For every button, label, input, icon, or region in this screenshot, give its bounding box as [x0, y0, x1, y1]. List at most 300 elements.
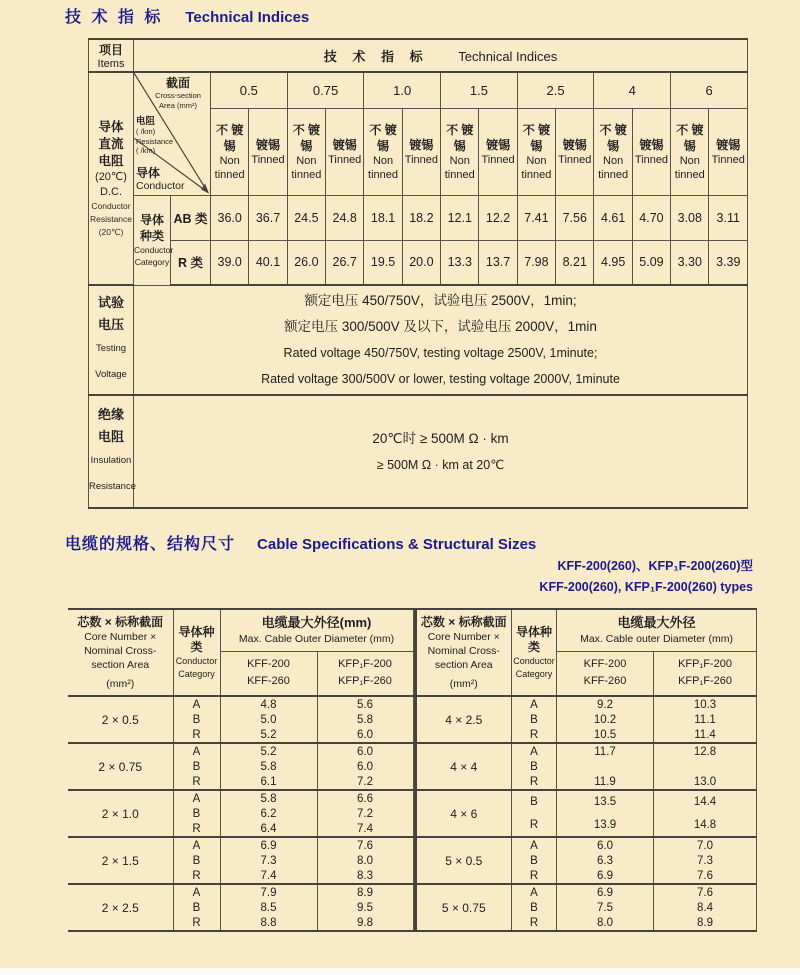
category-letter: B [530, 854, 538, 867]
category-letter: R [529, 869, 539, 882]
core-size-cell: 2 × 1.0 [68, 790, 173, 837]
resistance-value-cell: 36.0 [211, 195, 249, 240]
diameter-value: 9.5 [357, 901, 373, 914]
model-line: KFF-200 [247, 658, 290, 671]
core-header-line: Nominal Cross- [427, 645, 500, 657]
category-letter: A [192, 792, 201, 805]
resistance-value-cell: 3.08 [671, 195, 709, 240]
kpf-diameter-cell [317, 790, 413, 837]
non-tinned-line: 不 镀 [446, 122, 474, 137]
diameter-value: 6.1 [260, 775, 277, 788]
category-letter: A [530, 886, 538, 899]
kff-diameter-cell [557, 696, 654, 743]
insulation-resistance-content [134, 395, 748, 508]
value-stack [557, 838, 653, 883]
non-tinned-line: 不 镀 [599, 122, 627, 137]
testing-voltage-row [89, 285, 748, 395]
resistance-value-cell: 26.0 [287, 240, 325, 285]
kff-diameter-cell [557, 837, 654, 884]
diameter-value: 7.4 [357, 822, 373, 835]
value-stack [318, 838, 413, 883]
category-letter: A [530, 745, 538, 758]
value-stack [654, 885, 756, 930]
non-tinned-line: Non [449, 154, 470, 167]
category-letters-cell [173, 790, 220, 837]
non-tinned-line: Non [603, 154, 624, 167]
rowlabel-line: Conductor [91, 200, 131, 211]
kpf-diameter-cell [654, 743, 757, 790]
category-letters-cell [512, 696, 557, 743]
rowlabel-line: 电阻 [98, 153, 124, 168]
value-stack [174, 885, 220, 930]
category-letter: R [192, 869, 201, 882]
kff-diameter-cell [220, 696, 317, 743]
tinned-header [402, 108, 440, 195]
diag-sec-en2: Area (mm²) [159, 101, 197, 110]
diameter-value: 13.9 [593, 818, 617, 831]
cat-header-line: Conductor [175, 655, 218, 666]
non-tinned-line: tinned [674, 168, 705, 181]
tv-line: 额定电压 300/500V 及以下，试验电压 2000V，1min [284, 319, 597, 334]
non-tinned-line: tinned [368, 168, 399, 181]
value-stack [512, 744, 556, 789]
spec-group-row [417, 743, 757, 790]
resistance-value-cell: 7.56 [556, 195, 594, 240]
diag-cond-zh: 导体 [136, 165, 161, 180]
kff-model-header [557, 651, 654, 696]
value-stack [318, 744, 413, 789]
diameter-value: 11.4 [694, 728, 716, 741]
diameter-value: 10.5 [593, 728, 617, 741]
resistance-value-cell: 3.39 [709, 240, 748, 285]
insulation-resistance-label [89, 395, 134, 508]
category-letter: R [529, 916, 539, 929]
tinned-line: Tinned [481, 153, 515, 166]
cat-header-line: 类 [528, 639, 541, 654]
spec-group-row [417, 696, 757, 743]
kpf-diameter-cell [654, 884, 757, 931]
spec-header-row1 [68, 609, 413, 651]
category-letter: B [530, 713, 538, 726]
diagonal-header-cell [134, 72, 211, 195]
non-tinned-line: Non [296, 154, 317, 167]
tinned-line: 镀锡 [716, 137, 741, 152]
non-tinned-header [671, 108, 709, 195]
diameter-value: 7.4 [260, 869, 277, 882]
cat-header-line: Category [515, 668, 553, 679]
non-tinned-line: 锡 [607, 138, 620, 153]
kpf-model-header [317, 651, 413, 696]
non-tinned-line: 不 镀 [216, 122, 244, 137]
tv-line: Rated voltage 300/500V or lower, testing voltage 2000V, 1minute [261, 372, 620, 386]
conductor-category-header [173, 609, 220, 696]
diameter-value: 8.0 [357, 854, 373, 867]
value-stack [557, 885, 653, 930]
cat-header-line: 导体种 [516, 624, 553, 639]
non-tinned-line: 不 镀 [292, 122, 321, 137]
diameter-value: 5.6 [357, 698, 373, 711]
diameter-value: 6.0 [597, 839, 614, 852]
non-tinned-line: Non [219, 154, 240, 167]
core-header-line: Nominal Cross- [84, 645, 157, 657]
kpf-diameter-cell [654, 837, 757, 884]
category-letter: R [529, 775, 539, 788]
category-letter: B [530, 760, 538, 773]
diameter-value: 6.4 [260, 822, 277, 835]
cable-types-line1: KFF-200(260)、KFP₁F-200(260)型 [557, 559, 753, 573]
diameter-value: 7.2 [357, 775, 373, 788]
value-stack [654, 791, 756, 836]
resistance-value-cell: 24.5 [287, 195, 325, 240]
category-letters-cell [173, 884, 220, 931]
diag-res-zh: 电阻 [136, 116, 156, 127]
category-row-label: R 类 [171, 240, 211, 285]
kpf-diameter-cell [317, 743, 413, 790]
spec-group-row [68, 837, 413, 884]
resistance-value-cell: 13.3 [441, 240, 479, 285]
diag-cond-en: Conductor [136, 179, 185, 192]
non-tinned-header [211, 108, 249, 195]
value-stack [557, 697, 653, 742]
diameter-value: 7.0 [697, 839, 714, 852]
category-letter: R [529, 818, 539, 831]
non-tinned-line: 锡 [683, 138, 696, 153]
value-stack [654, 744, 756, 789]
resistance-value-cell: 19.5 [364, 240, 402, 285]
category-letter: B [192, 854, 201, 867]
section1-title-zh: 技 术 指 标 [65, 9, 164, 26]
diameter-value: 5.8 [260, 792, 277, 805]
diameter-value: 10.2 [593, 713, 617, 726]
diameter-value: 10.3 [693, 698, 717, 711]
spec-group-row [68, 696, 413, 743]
diameter-value: 5.0 [260, 713, 277, 726]
resistance-value-cell: 18.2 [402, 195, 440, 240]
tinned-line: Tinned [404, 153, 438, 166]
value-stack [174, 791, 220, 836]
tinned-header [249, 108, 287, 195]
model-line: KFP₁F-260 [678, 675, 732, 688]
non-tinned-line: 不 镀 [676, 122, 704, 137]
diameter-value: 9.2 [597, 698, 614, 711]
value-stack [557, 744, 653, 789]
cross-section-size-header: 1.0 [364, 72, 441, 108]
tinned-line: Tinned [251, 153, 285, 166]
rowlabel-line: 导体 [98, 119, 124, 134]
tinned-line: 镀锡 [256, 137, 281, 152]
span-header-en: Technical Indices [458, 49, 558, 64]
non-tinned-header [441, 108, 479, 195]
technical-indices-table [88, 38, 748, 509]
cross-section-size-header: 2.5 [517, 72, 594, 108]
cable-spec-table-left [68, 608, 414, 932]
resistance-value-cell: 36.7 [249, 195, 287, 240]
diameter-value: 8.0 [597, 916, 614, 929]
technical-indices-span-header [134, 39, 748, 72]
cat-zh1: 导体 [139, 213, 164, 227]
kff-diameter-cell [557, 790, 654, 837]
diameter-value: 13.0 [693, 775, 717, 788]
model-line: KFP₁F-200 [678, 658, 732, 671]
core-size-cell: 4 × 6 [417, 790, 512, 837]
value-stack [512, 885, 556, 930]
category-letter: B [530, 901, 538, 914]
section1-title-en: Technical Indices [185, 9, 310, 26]
diameter-value: 7.6 [357, 839, 373, 852]
diameter-value: 7.6 [697, 886, 714, 899]
category-letter: A [192, 745, 201, 758]
category-letter: B [192, 901, 201, 914]
spec-group-row [68, 743, 413, 790]
core-size-cell: 5 × 0.75 [417, 884, 512, 931]
category-letters-cell [173, 837, 220, 884]
value-stack [174, 838, 220, 883]
non-tinned-header [364, 108, 402, 195]
model-line: KFP₁F-200 [338, 658, 392, 671]
value-stack [318, 885, 413, 930]
spec-group-row [417, 884, 757, 931]
diameter-value: 8.8 [260, 916, 277, 929]
non-tinned-line: Non [526, 154, 547, 167]
resistance-value-cell: 4.70 [632, 195, 670, 240]
section1-title [65, 4, 309, 27]
dia-header-en: Max. Cable outer Diameter (mm) [580, 633, 733, 646]
testing-voltage-content [134, 285, 748, 395]
diameter-value: 6.9 [597, 886, 614, 899]
kff-model-header [220, 651, 317, 696]
max-diameter-header [557, 609, 757, 651]
resistance-diag-label [136, 116, 173, 156]
category-letters-cell [512, 790, 557, 837]
tinned-line: Tinned [558, 153, 592, 166]
tv-label-line: 电压 [97, 317, 124, 332]
value-stack [318, 697, 413, 742]
core-header-line: Core Number × [427, 631, 500, 643]
tinned-line: Tinned [634, 153, 669, 166]
core-size-cell: 4 × 2.5 [417, 696, 512, 743]
tinned-line: 镀锡 [332, 137, 357, 152]
tinned-header [326, 108, 364, 195]
diameter-value: 14.8 [693, 818, 717, 831]
category-letters-cell [173, 743, 220, 790]
non-tinned-line: 锡 [377, 138, 390, 153]
diameter-value: 8.4 [697, 901, 714, 914]
rowlabel-line: D.C. [100, 185, 122, 198]
diameter-value: 8.3 [357, 869, 373, 882]
category-letters-cell [512, 837, 557, 884]
core-header-line: Core Number × [84, 631, 157, 643]
kff-diameter-cell [557, 884, 654, 931]
resistance-value-cell: 18.1 [364, 195, 402, 240]
resistance-value-cell: 39.0 [211, 240, 249, 285]
cat-zh2: 种类 [139, 229, 164, 243]
diameter-value: 6.9 [260, 839, 277, 852]
tinned-line: Tinned [328, 153, 362, 166]
items-corner-cell [89, 39, 134, 72]
section2-title [65, 531, 536, 554]
tinned-header [709, 108, 748, 195]
resistance-value-cell: 12.2 [479, 195, 517, 240]
non-tinned-line: Non [372, 154, 394, 167]
items-label-zh: 项目 [98, 43, 123, 57]
tinned-line: 镀锡 [486, 137, 511, 152]
diameter-value: 6.3 [597, 854, 614, 867]
dia-header-en: Max. Cable Outer Diameter (mm) [238, 633, 395, 646]
cross-section-diag-label [148, 76, 208, 111]
category-letter: R [192, 916, 201, 929]
tv-label-line: 试验 [97, 295, 124, 310]
kff-diameter-cell [220, 790, 317, 837]
core-header-line: 芯数 × 标称截面 [420, 615, 507, 629]
kpf-diameter-cell [317, 884, 413, 931]
cat-header-line: 类 [190, 639, 203, 654]
non-tinned-line: 锡 [300, 138, 313, 153]
core-size-cell: 4 × 4 [417, 743, 512, 790]
category-letter: B [530, 796, 538, 809]
model-line: KFF-200 [583, 658, 627, 671]
diameter-value: 6.0 [357, 760, 373, 773]
rowlabel-line: Resistance [89, 213, 133, 224]
diag-sec-zh: 截面 [165, 76, 190, 90]
tinned-header [632, 108, 670, 195]
non-tinned-line: 锡 [530, 138, 543, 153]
category-letter: R [192, 728, 201, 741]
value-stack [512, 697, 556, 742]
conductor-category-header [512, 609, 557, 696]
diameter-value: 7.3 [697, 854, 714, 867]
diameter-value: 6.2 [260, 807, 277, 820]
diameter-value: 8.5 [260, 901, 277, 914]
resistance-value-cell: 40.1 [249, 240, 287, 285]
non-tinned-line: 不 镀 [369, 122, 397, 137]
tv-label-line: Testing [95, 343, 127, 354]
diag-res-unit1: ( /km) [136, 127, 156, 136]
category-letter: B [192, 760, 201, 773]
non-tinned-header [287, 108, 325, 195]
resistance-value-cell: 4.61 [594, 195, 632, 240]
diameter-value: 11.9 [594, 775, 616, 788]
r-category-row [89, 240, 748, 285]
core-header-line: 芯数 × 标称截面 [77, 615, 164, 629]
cross-section-size-header: 4 [594, 72, 671, 108]
diameter-value: 7.2 [357, 807, 373, 820]
rowlabel-line: (20℃) [98, 226, 124, 237]
spec-group-row [68, 790, 413, 837]
non-tinned-line: Non [679, 154, 700, 167]
ir-line: ≥ 500M Ω · km at 20℃ [376, 457, 505, 472]
kff-diameter-cell [220, 743, 317, 790]
diameter-value: 5.2 [260, 745, 277, 758]
kpf-diameter-cell [654, 790, 757, 837]
kpf-model-header [654, 651, 757, 696]
core-header-line: section Area [91, 659, 150, 671]
category-letters-cell [512, 884, 557, 931]
cross-section-size-header: 0.75 [287, 72, 364, 108]
value-stack [654, 838, 756, 883]
section2-title-en: Cable Specifications & Structural Sizes [257, 536, 537, 553]
value-stack [221, 697, 317, 742]
diameter-value: 13.5 [593, 796, 617, 809]
tinned-line: Tinned [711, 153, 745, 166]
model-line: KFF-260 [583, 675, 627, 688]
ir-label-line: Insulation [90, 454, 132, 466]
spec-group-row [68, 884, 413, 931]
tinned-header [556, 108, 594, 195]
non-tinned-line: 锡 [453, 138, 466, 153]
diameter-value: 7.5 [597, 901, 614, 914]
non-tinned-line: tinned [598, 168, 629, 181]
core-header-line: section Area [434, 659, 493, 671]
cat-header-line: 导体种 [178, 624, 215, 639]
dc-resistance-row-label [89, 72, 134, 285]
category-letter: A [530, 698, 538, 711]
value-stack [221, 791, 317, 836]
non-tinned-line: tinned [291, 168, 322, 181]
ir-line: 20℃时 ≥ 500M Ω · km [372, 430, 509, 446]
value-stack [221, 885, 317, 930]
arrowhead-icon [201, 184, 209, 194]
value-stack [654, 697, 756, 742]
items-label-en: Items [97, 58, 125, 70]
non-tinned-line: 不 镀 [522, 122, 551, 137]
kff-diameter-cell [557, 743, 654, 790]
category-letter: A [192, 839, 201, 852]
non-tinned-line: tinned [444, 168, 475, 181]
tinned-line: 镀锡 [639, 137, 664, 152]
non-tinned-line: tinned [214, 168, 245, 181]
cross-section-size-header: 6 [671, 72, 748, 108]
resistance-value-cell: 7.98 [517, 240, 555, 285]
model-line: KFF-260 [247, 675, 290, 688]
testing-voltage-label [89, 285, 134, 395]
model-line: KFP₁F-260 [338, 675, 392, 688]
cable-spec-table-right [417, 608, 758, 932]
kpf-diameter-cell [317, 837, 413, 884]
ir-label-line: 电阻 [97, 428, 124, 444]
section2-title-zh: 电缆的规格、结构尺寸 [65, 536, 236, 553]
core-size-cell: 2 × 0.5 [68, 696, 173, 743]
value-stack [512, 791, 556, 836]
cat-en1: Conductor [134, 245, 174, 255]
core-header-line: (mm²) [106, 678, 135, 690]
tinned-line: 镀锡 [409, 137, 434, 152]
resistance-value-cell: 3.30 [671, 240, 709, 285]
page-bottom-margin [0, 968, 800, 975]
diameter-value: 14.4 [693, 796, 717, 809]
tv-line: Rated voltage 450/750V, testing voltage 2500V, 1minute; [283, 346, 598, 360]
non-tinned-header [517, 108, 555, 195]
category-letter: A [530, 839, 538, 852]
core-number-header [68, 609, 173, 696]
kpf-diameter-cell [654, 696, 757, 743]
rowlabel-line: (20℃) [95, 170, 127, 183]
tinned-line: 镀锡 [562, 137, 587, 152]
dia-header-zh: 电缆最大外径 [617, 615, 696, 631]
resistance-value-cell: 8.21 [556, 240, 594, 285]
diameter-value: 7.3 [260, 854, 277, 867]
diag-res-en: Resistance [136, 136, 174, 146]
non-tinned-header [594, 108, 632, 195]
diameter-value: 7.6 [697, 869, 714, 882]
tinned-header [479, 108, 517, 195]
resistance-value-cell: 4.95 [594, 240, 632, 285]
conductor-category-cell [134, 195, 174, 285]
category-letter: R [192, 775, 201, 788]
value-stack [557, 791, 653, 836]
core-size-cell: 5 × 0.5 [417, 837, 512, 884]
category-letter: B [192, 807, 201, 820]
kff-diameter-cell [220, 837, 317, 884]
